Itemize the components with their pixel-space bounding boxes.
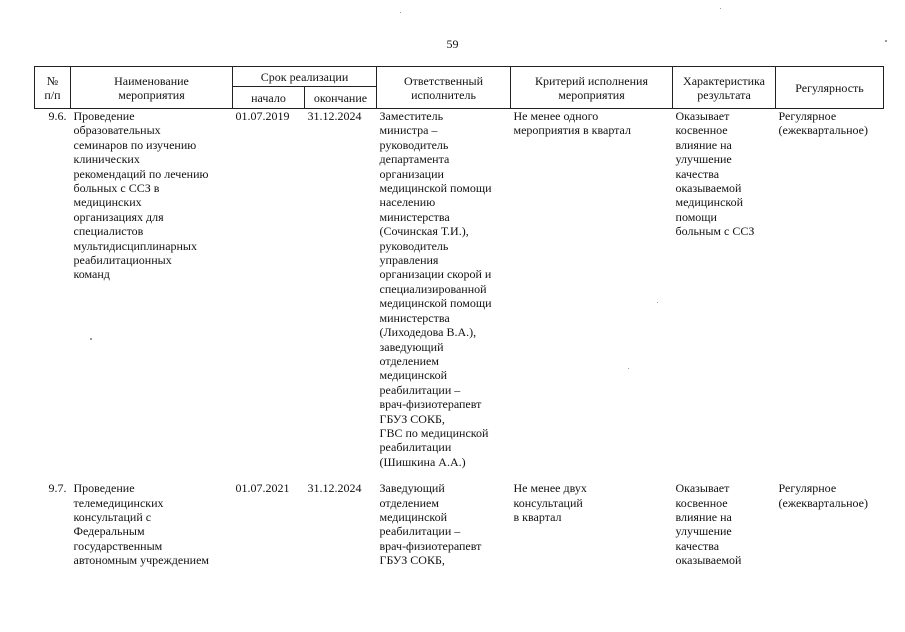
header-start: начало bbox=[233, 87, 305, 109]
row-name: Проведение телемедицинских консультаций с Федеральным государственным автономным учреждением bbox=[73, 481, 209, 568]
scan-speck bbox=[657, 302, 658, 303]
row-end: 31.12.2024 bbox=[307, 481, 362, 496]
scan-speck bbox=[400, 12, 401, 13]
row-end: 31.12.2024 bbox=[307, 109, 362, 123]
row-number: 9.7. bbox=[48, 481, 67, 496]
row-characteristic: Оказывает косвенное влияние на улучшение качества оказываемой bbox=[675, 481, 742, 568]
scan-speck bbox=[885, 40, 887, 42]
scan-speck bbox=[720, 8, 721, 9]
header-number: № п/п bbox=[35, 67, 71, 109]
measures-table bbox=[34, 66, 884, 568]
row-criterion: Не менее двух консультаций в квартал bbox=[513, 481, 587, 524]
row-responsible: Заведующий отделением медицинской реабилитации – врач-физиотерапевт ГБУЗ СОКБ, bbox=[379, 481, 482, 568]
row-start: 01.07.2021 bbox=[235, 481, 290, 496]
header-criterion: Критерий исполнения мероприятия bbox=[511, 67, 673, 109]
table-row bbox=[35, 109, 884, 470]
row-criterion: Не менее одного мероприятия в квартал bbox=[513, 109, 631, 138]
header-name: Наименование мероприятия bbox=[71, 67, 233, 109]
header-responsible: Ответственный исполнитель bbox=[377, 67, 511, 109]
row-regularity: Регулярное (ежеквартальное) bbox=[778, 109, 868, 138]
row-characteristic: Оказывает косвенное влияние на улучшение качества оказываемой медицинской помощи больным с ССЗ bbox=[675, 109, 755, 239]
row-number: 9.6. bbox=[48, 109, 67, 123]
row-responsible: Заместитель министра – руководитель департамента организации медицинской помощи населению министерства (Сочинская Т.И.), руководитель управления организации скорой и специализированной медицинской помощи министерства (Лиходедова В.А.), заведующий отделением медицинской реабилитации – врач-физиотерапевт ГБУЗ СОКБ, ГВС по медицинской реабилитации (Шишкина А.А.) bbox=[379, 109, 492, 469]
header-characteristic: Характеристика результата bbox=[673, 67, 776, 109]
scan-speck bbox=[628, 368, 629, 369]
scan-speck bbox=[90, 338, 92, 340]
table-row bbox=[35, 469, 884, 481]
header-period: Срок реализации bbox=[233, 67, 377, 87]
table-row bbox=[35, 481, 884, 567]
header-end: окончание bbox=[305, 87, 377, 109]
page-number: 59 bbox=[446, 37, 459, 51]
row-name: Проведение образовательных семинаров по изучению клинических рекомендаций по лечению больных с ССЗ в медицинских организациях для специалистов мультидисциплинарных реабилитационных команд bbox=[73, 109, 209, 282]
header-regularity: Регулярность bbox=[776, 67, 884, 109]
row-regularity: Регулярное (ежеквартальное) bbox=[778, 481, 868, 510]
row-start: 01.07.2019 bbox=[235, 109, 290, 123]
